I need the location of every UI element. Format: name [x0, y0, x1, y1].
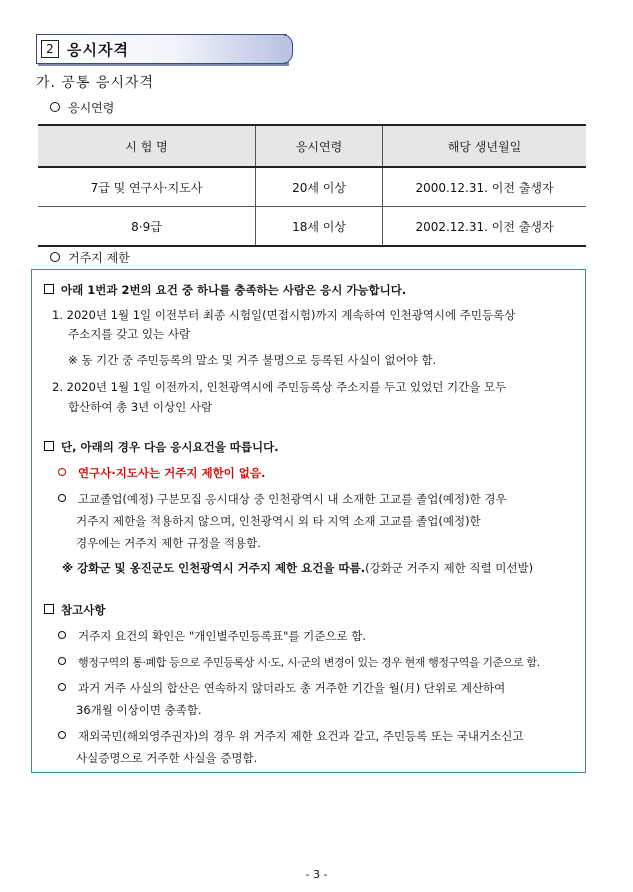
small-circle-bullet-icon: [58, 683, 66, 691]
small-circle-bullet-icon: [58, 731, 66, 739]
cell-exam: 8·9급: [38, 207, 256, 247]
section-header-tail: [282, 34, 293, 64]
circle-bullet-icon: [50, 102, 60, 112]
ref1: [58, 628, 366, 644]
item2-line2: 합산하여 총 3년 이상인 사람: [68, 400, 213, 414]
ref2-text: 행정구역의 통·폐합 등으로 주민등록상 시·도, 시·군의 변경이 있는 경우 현재 행정구역을 기준으로 함.: [78, 656, 540, 669]
ref4-line2: 사실증명으로 거주한 사실을 증명함.: [76, 751, 258, 765]
residence-box: [31, 269, 586, 773]
cond1: [58, 465, 265, 481]
ref3-line2: 36개월 이상이면 충족함.: [76, 703, 202, 717]
circle-bullet-icon: [50, 252, 60, 262]
box-heading-1: [44, 282, 406, 298]
cond2-line3: 경우에는 거주지 제한 규정을 적용함.: [76, 536, 261, 550]
square-bullet-icon: [44, 441, 54, 451]
box-heading-3: [44, 602, 105, 618]
cond2-line1: [58, 491, 507, 507]
cell-birth: 2002.12.31. 이전 출생자: [383, 207, 587, 247]
age-table: [38, 124, 586, 247]
section-title: 응시자격: [67, 41, 129, 59]
cell-exam: 7급 및 연구사·지도사: [38, 167, 256, 207]
item1-note: ※ 동 기간 중 주민등록의 말소 및 거주 불명으로 등록된 사실이 없어야 함.: [68, 353, 437, 367]
cond2-line2: 거주지 제한을 적용하지 않으며, 인천광역시 외 타 지역 소재 고교를 졸업(예정)한: [76, 514, 481, 528]
residence-label: [50, 249, 130, 266]
small-circle-bullet-icon: [58, 494, 66, 502]
header-exam: 시 험 명: [38, 125, 256, 167]
subheading: 가. 공통 응시자격: [36, 75, 155, 91]
box-heading-3-text: 참고사항: [61, 603, 106, 617]
ref4-line1: [58, 728, 523, 744]
cond3: [62, 560, 533, 576]
cell-birth: 2000.12.31. 이전 출생자: [383, 167, 587, 207]
cell-age: 20세 이상: [256, 167, 383, 207]
small-circle-bullet-icon: [58, 631, 66, 639]
cell-age: 18세 이상: [256, 207, 383, 247]
ref2: [58, 654, 540, 670]
ref3-line1-text: 과거 거주 사실의 합산은 연속하지 않더라도 총 거주한 기간을 월(月) 단위로 계산하여: [78, 681, 506, 695]
table-header-row: [38, 125, 586, 167]
age-label-text: 응시연령: [68, 101, 115, 115]
ref1-text: 거주지 요건의 확인은 "개인별주민등록표"를 기준으로 함.: [78, 629, 367, 643]
item1-line1: 1. 2020년 1월 1일 이전부터 최종 시험일(면접시험)까지 계속하여 인천광역시에 주민등록상: [52, 308, 516, 322]
cond1-text: 연구사·지도사는 거주지 제한이 없음.: [78, 466, 266, 480]
header-age: 응시연령: [256, 125, 383, 167]
box-heading-2: [44, 439, 279, 455]
item2-line1: 2. 2020년 1월 1일 이전까지, 인천광역시에 주민등록상 주소지를 두고 있었던 기간을 모두: [52, 380, 507, 394]
section-number: 2: [41, 40, 59, 58]
age-label: [50, 99, 114, 116]
cond3-bold-text: ※ 강화군 및 옹진군도 인천광역시 거주지 제한 요건을 따름.: [62, 561, 366, 575]
square-bullet-icon: [44, 284, 54, 294]
cond3-rest-text: (강화군 거주지 제한 직렬 미선발): [365, 561, 534, 575]
cond2-line1-text: 고교졸업(예정) 구분모집 응시대상 중 인천광역시 내 소재한 고교를 졸업(예정)한 경우: [78, 492, 507, 506]
ref3-line1: [58, 680, 505, 696]
table-row: [38, 207, 586, 247]
square-bullet-icon: [44, 604, 54, 614]
box-heading-1-text: 아래 1번과 2번의 요건 중 하나를 충족하는 사람은 응시 가능합니다.: [61, 283, 407, 297]
ref4-line1-text: 재외국민(해외영주권자)의 경우 위 거주지 제한 요건과 같고, 주민등록 또는 국내거소신고: [78, 729, 524, 743]
small-circle-bullet-icon: [58, 468, 66, 476]
box-heading-2-text: 단, 아래의 경우 다음 응시요건을 따릅니다.: [61, 440, 279, 454]
page-number: - 3 -: [305, 868, 328, 881]
small-circle-bullet-icon: [58, 657, 66, 665]
item1-line2: 주소지를 갖고 있는 사람: [68, 327, 191, 341]
residence-label-text: 거주지 제한: [68, 251, 130, 265]
section-header: [36, 34, 287, 64]
table-row: [38, 167, 586, 207]
header-birth: 해당 생년월일: [383, 125, 587, 167]
